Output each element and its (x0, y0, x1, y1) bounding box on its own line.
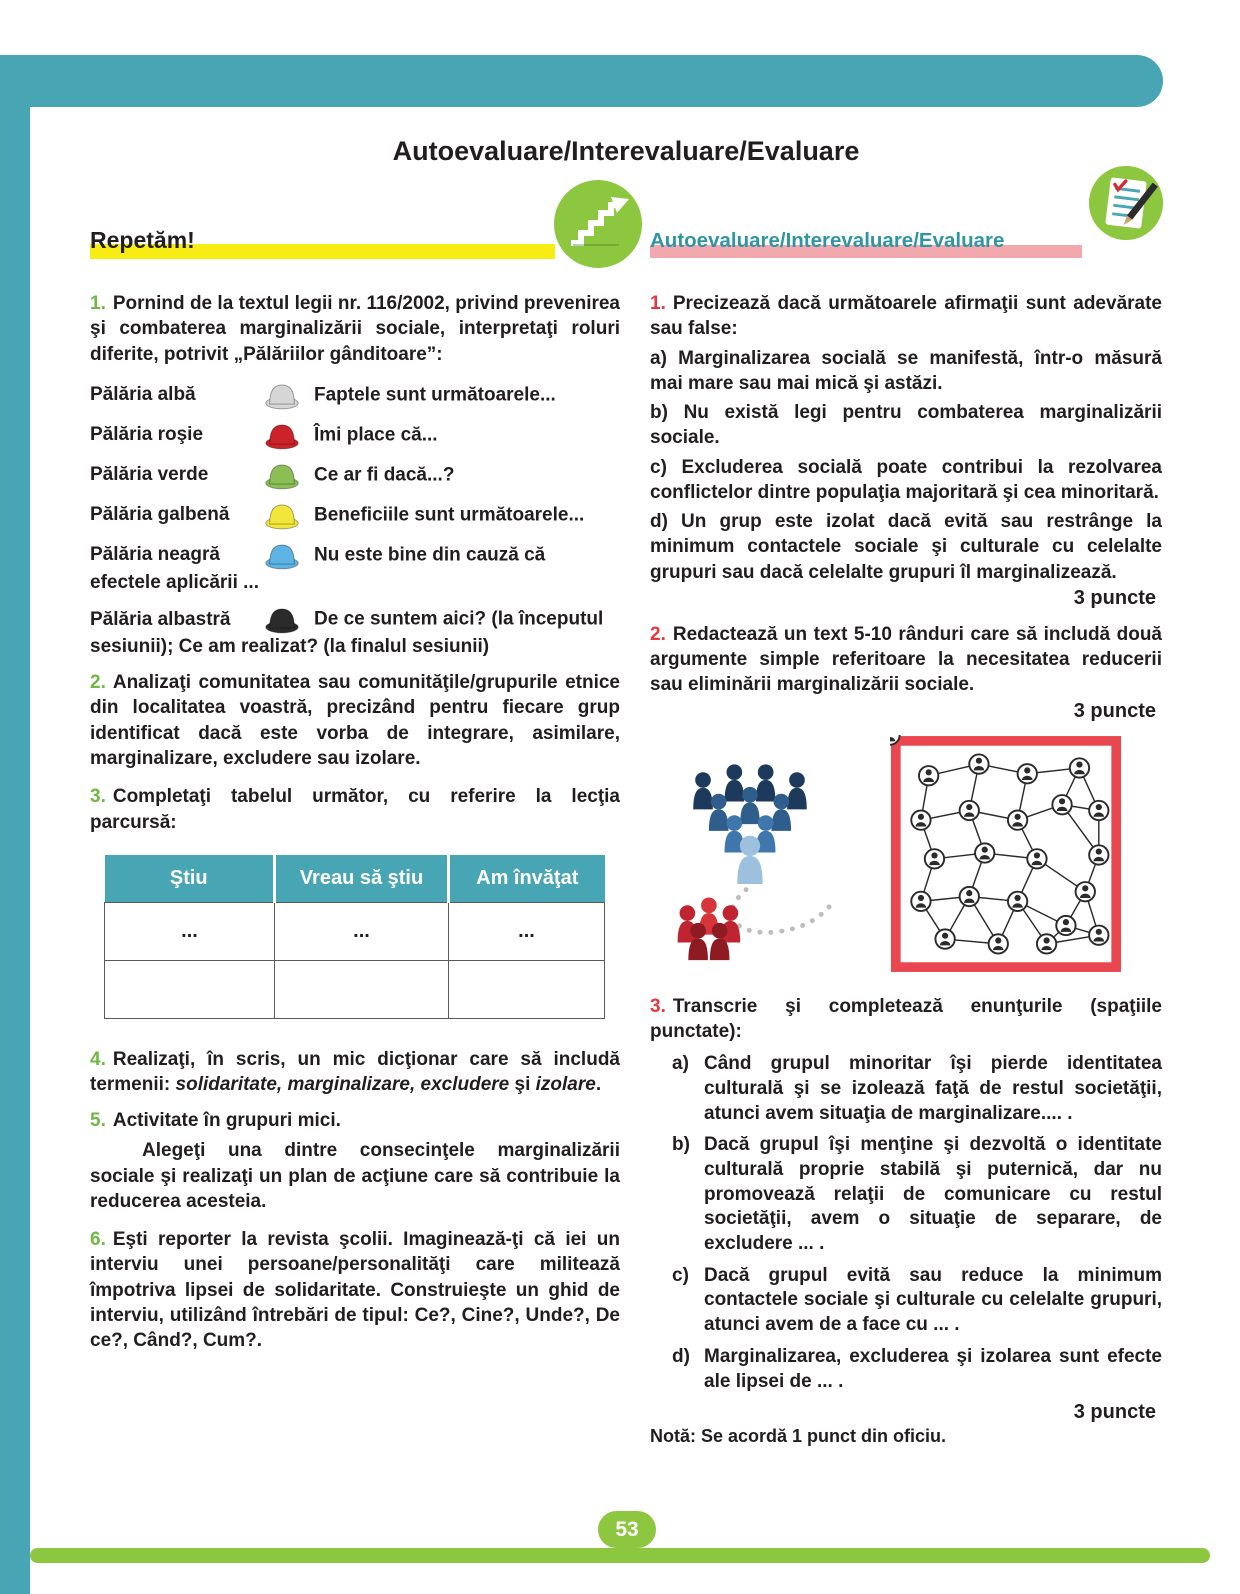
hat-description: Nu este bine din cauză că efectele aplicării ... (90, 544, 546, 593)
evaluation-header (650, 229, 1082, 261)
repetam-label: Repetăm! (90, 227, 195, 253)
section-header-band (90, 193, 1162, 279)
eval-exercise-3-intro: Transcrie şi completează enunţurile (spaţiile punctate): (650, 995, 1162, 1042)
exercise-6 (90, 1227, 620, 1353)
item-letter: a) (672, 1053, 689, 1075)
item-text: Când grupul minoritar îşi pierde identitatea culturală şi se izolează faţă de restul societăţii, atunci avem situaţia de marginalizare.... . (704, 1053, 1162, 1124)
eval-exercise-1-number: 1. (650, 293, 666, 314)
hat-row-white (90, 380, 620, 411)
eval-exercise-1-intro: Precizează dacă următoarele afirmaţii sunt adevărate sau false: (650, 293, 1162, 340)
item-letter: c) (672, 1264, 689, 1286)
trend-steps-arrow-icon (553, 179, 643, 269)
eval-ex1-item-d: d) Un grup este izolat dacă evită sau restrânge la minimum contactele sociale şi culturale cu celelalte grupuri sau dacă celelalte grupuri îl marginalizează. (650, 511, 1162, 583)
exercise-5-heading (90, 1110, 620, 1132)
exercise-6-number: 6. (90, 1229, 106, 1251)
left-column (90, 291, 620, 1447)
hat-name: Pălăria albă (90, 383, 196, 405)
eval-exercise-2 (650, 622, 1162, 698)
exercise-3-text: Completaţi tabelul următor, cu referire la lecţia parcursă: (90, 786, 620, 833)
points-badge-1: 3 puncte (1073, 586, 1156, 609)
yellow-hat-icon (250, 500, 314, 531)
kwl-cell: ... (275, 902, 449, 960)
kwl-cell: ... (449, 902, 605, 960)
item-letter: b) (672, 1134, 690, 1156)
thinking-hats-list (90, 380, 620, 660)
exercise-3-number: 3. (90, 786, 106, 808)
kwl-cell (449, 960, 605, 1018)
checklist-pencil-icon (1088, 165, 1164, 241)
exercise-4-text-2: şi (509, 1074, 536, 1096)
exercise-5-text: Alegeţi una dintre consecinţele marginalizării sociale şi realizaţi un plan de acţiune care să contribuie la reducerea acesteia. (90, 1140, 620, 1212)
exercise-5-heading-text: Activitate în grupuri mici. (112, 1110, 341, 1132)
item-text: Dacă grupul îşi menţine şi dezvoltă o identitate culturală proprie stabilă şi puternică, dar nu promovează relaţii de comunicare cu restul societăţii, avem o situaţie de separare, de excludere ... . (704, 1134, 1162, 1255)
page-content (90, 136, 1162, 1447)
kwl-empty-row (105, 960, 605, 1018)
repetam-header (90, 227, 555, 261)
left-frame-bar (0, 55, 30, 1594)
exercise-4-text-1: Realizaţi, în scris, un mic dicţionar care să includă termenii: (90, 1048, 620, 1096)
eval-ex1-item-b: b) Nu există legi pentru combaterea marginalizării sociale. (650, 402, 1162, 449)
eval-exercise-1 (650, 291, 1162, 342)
exercise-2-number: 2. (90, 672, 106, 694)
hat-description: Faptele sunt următoarele... (314, 384, 556, 406)
eval-exercise-3-number: 3. (650, 995, 666, 1017)
hat-name: Pălăria albastră (90, 608, 231, 630)
hat-row-black (90, 540, 620, 596)
item-text: Marginalizarea, excluderea şi izolarea sunt efecte ale lipsei de ... . (704, 1345, 1162, 1392)
exercise-2 (90, 670, 620, 771)
bottom-green-bar (30, 1548, 1210, 1563)
hat-row-blue (90, 604, 620, 660)
eval-exercise-2-text: Redactează un text 5-10 rânduri care să includă două argumente simple referitoare la necesitatea reducerii sau eliminării marginalizării sociale. (650, 623, 1162, 696)
top-frame-bar (0, 55, 1163, 107)
exercise-1-number: 1. (90, 293, 106, 314)
hat-name: Pălăria verde (90, 463, 209, 485)
exercise-2-figures (652, 735, 1162, 978)
two-column-layout (90, 291, 1162, 1447)
hat-name: Pălăria roşie (90, 423, 204, 445)
hat-name: Pălăria galbenă (90, 503, 230, 525)
eval-ex1-item-a: a) Marginalizarea socială se manifestă, într-o măsură mai mare sau mai mică şi astăzi. (650, 347, 1162, 394)
hat-row-green (90, 460, 620, 491)
kwl-cell (105, 960, 275, 1018)
exercise-4-text-3: . (595, 1074, 602, 1096)
points-badge-2: 3 puncte (1073, 699, 1156, 722)
green-hat-icon (250, 460, 314, 491)
red-hat-icon (250, 420, 314, 451)
hat-row-yellow (90, 500, 620, 531)
eval-ex3-item-a (672, 1052, 1162, 1126)
white-hat-icon (250, 380, 314, 411)
exercise-4-terms-1: solidaritate, marginalizare, excludere (175, 1074, 510, 1096)
kwl-cell: ... (105, 902, 275, 960)
exercise-5-number: 5. (90, 1110, 106, 1132)
hat-description: Îmi place că... (314, 424, 438, 446)
eval-ex1-item-c: c) Excluderea socială poate contribui la rezolvarea conflictelor dintre populaţia majoritară şi cea minoritară. (650, 456, 1162, 503)
eval-ex3-item-c (672, 1264, 1162, 1338)
hat-description: Ce ar fi dacă...? (314, 464, 455, 486)
kwl-header-learned: Am învăţat (449, 855, 605, 903)
item-text: Dacă grupul evită sau reduce la minimum contactele sociale şi culturale cu celelalte grupuri, atunci avem de a face cu ... . (704, 1264, 1162, 1336)
note-text: Se acordă 1 punct din oficiu. (696, 1426, 947, 1447)
kwl-header-want: Vreau să ştiu (275, 855, 449, 903)
crowd-illustration (652, 735, 848, 970)
hat-row-red (90, 420, 620, 451)
exercise-6-text: Eşti reporter la revista şcolii. Imaginează-ţi că iei un interviu unei persoane/personalităţi care militează împotriva lipsei de solidaritate. Construieşte un ghid de interviu, utilizând întrebări de tipul: Ce?, Cine?, Unde?, De ce?, Când?, Cum?. (90, 1229, 620, 1352)
hat-name: Pălăria neagră (90, 543, 220, 565)
eval-exercise-2-number: 2. (650, 623, 666, 645)
page-title: Autoevaluare/Interevaluare/Evaluare (392, 136, 860, 166)
exercise-3 (90, 784, 620, 835)
exercise-4-terms-2: izolare (535, 1074, 596, 1096)
exercise-1 (90, 291, 620, 367)
eval-ex3-item-d (672, 1345, 1162, 1394)
hat-description: Beneficiile sunt următoarele... (314, 504, 585, 526)
note-label: Notă: (650, 1426, 696, 1447)
note-line (650, 1426, 1162, 1447)
kwl-header-know: Ştiu (105, 855, 275, 903)
kwl-header-row (105, 855, 605, 903)
exercise-1-text: Pornind de la textul legii nr. 116/2002, privind prevenirea şi combaterea marginalizării sociale, interpretaţi roluri diferite, potrivit „Pălăriilor gânditoare”: (90, 293, 620, 365)
kwl-table (104, 855, 605, 1019)
blue-hat-icon (250, 540, 314, 571)
kwl-cell (275, 960, 449, 1018)
item-letter: d) (672, 1345, 690, 1367)
black-hat-icon (250, 604, 314, 635)
exercise-4 (90, 1047, 620, 1098)
eval-exercise-3 (650, 994, 1162, 1045)
kwl-dots-row (105, 902, 605, 960)
exercise-4-number: 4. (90, 1048, 106, 1070)
evaluation-label: Autoevaluare/Interevaluare/Evaluare (650, 229, 1005, 252)
right-column (650, 291, 1162, 1447)
exercise-2-text: Analizaţi comunitatea sau comunităţile/grupurile etnice din localitatea voastră, precizând pentru fiecare grup identificat dacă este vorba de integrare, asimilare, marginalizare, excludere sau izolare. (90, 672, 620, 769)
hat-description: De ce suntem aici? (la începutul sesiunii); Ce am realizat? (la finalul sesiunii) (90, 609, 604, 658)
points-badge-3: 3 puncte (1073, 1401, 1156, 1424)
page-number: 53 (598, 1511, 656, 1548)
network-illustration (890, 735, 1122, 978)
eval-ex3-item-b (672, 1133, 1162, 1256)
